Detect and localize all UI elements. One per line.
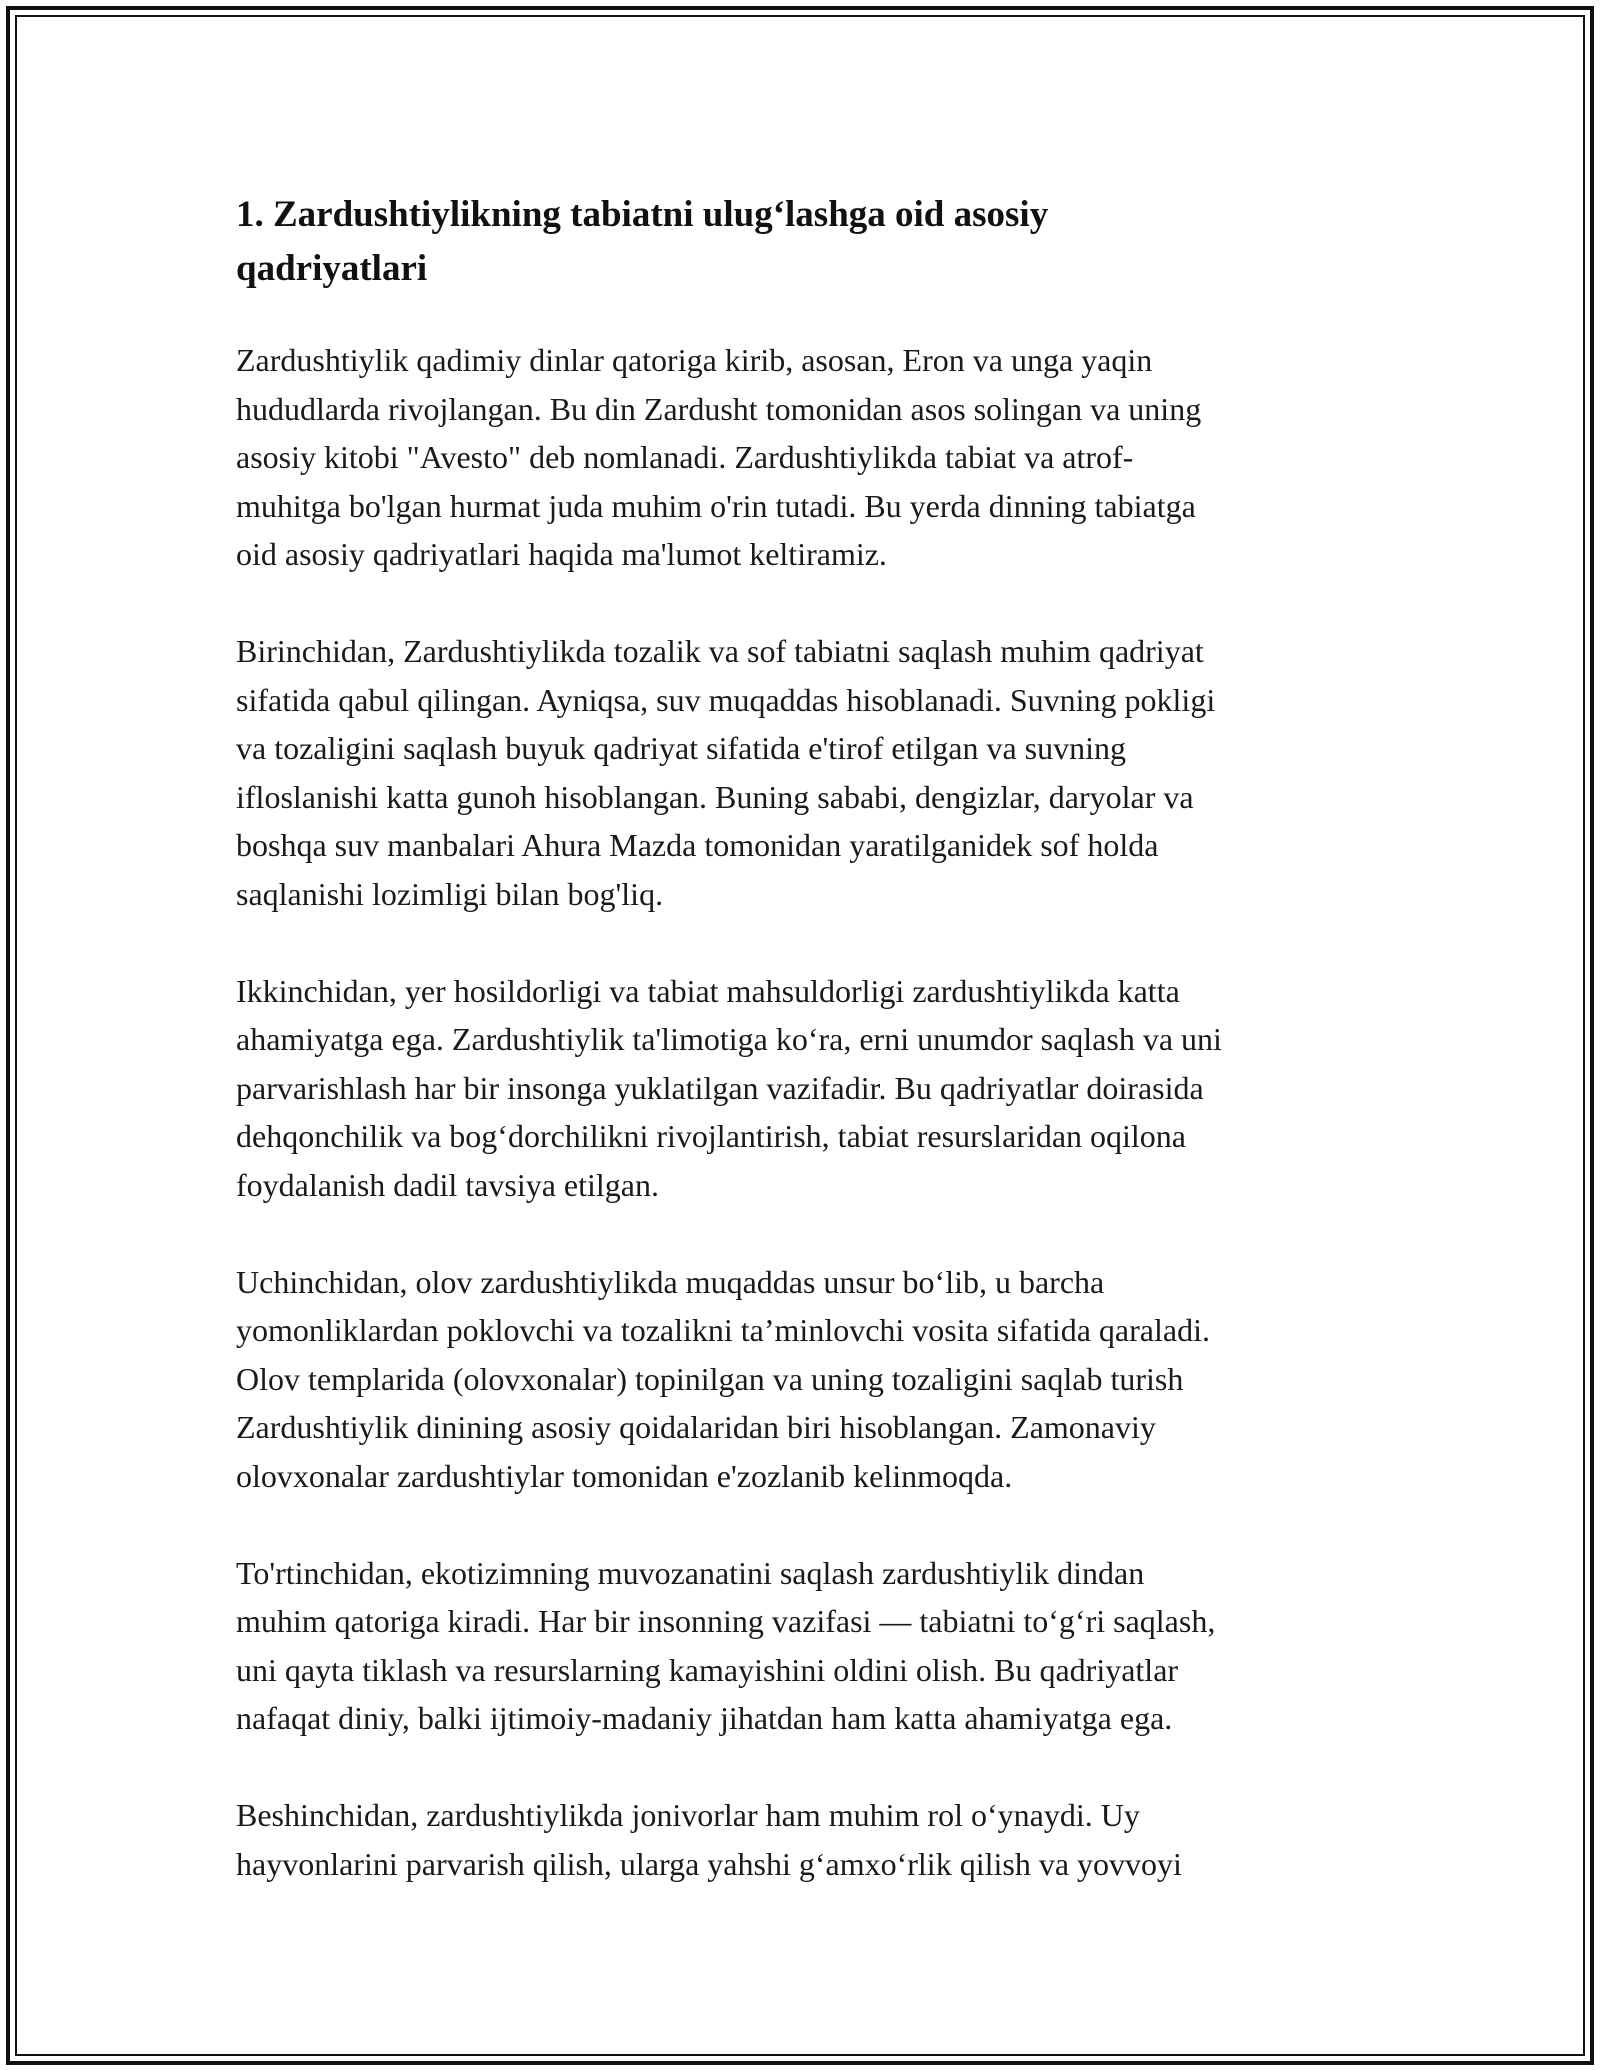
text-line: dehqonchilik va bog‘dorchilikni rivojlantirish, tabiat resurslaridan oqilona [236, 1118, 1186, 1154]
text-line: olovxonalar zardushtiylar tomonidan e'zozlanib kelinmoqda. [236, 1457, 1013, 1494]
text-line: Zardushtiylik dinining asosiy qoidalaridan biri hisoblangan. Zamonaviy [236, 1409, 1156, 1445]
text-line: yomonliklardan poklovchi va tozalikni ta’minlovchi vosita sifatida qaraladi. [236, 1312, 1210, 1348]
text-line: uni qayta tiklash va resurslarning kamayishini oldini olish. Bu qadriyatlar [236, 1651, 1179, 1688]
text-line: Ikkinchidan, yer hosildorligi va tabiat mahsuldorligi zardushtiylikda katta [236, 972, 1180, 1009]
text-line: nafaqat diniy, balki ijtimoiy-madaniy jihatdan ham katta ahamiyatga ega. [236, 1700, 1173, 1736]
title-line: 1. Zardushtiylikning tabiatni ulug‘lashga oid asosiy [236, 194, 1049, 235]
text-line: Birinchidan, Zardushtiylikda tozalik va sof tabiatni saqlash muhim qadriyat [236, 633, 1204, 669]
paragraph-third [236, 1258, 1366, 1501]
paragraph-fourth [236, 1549, 1366, 1743]
text-line: Olov templarida (olovxonalar) topinilgan va uning tozaligini saqlab turish [236, 1360, 1184, 1397]
text-line: sifatida qabul qilingan. Ayniqsa, suv muqaddas hisoblanadi. Suvning pokligi [236, 681, 1216, 718]
paragraph-intro [236, 336, 1366, 579]
document-body [236, 188, 1366, 1888]
paragraph-fifth [236, 1791, 1366, 1888]
paragraph-first [236, 627, 1366, 918]
title-line: qadriyatlari [236, 248, 428, 289]
text-line: hududlarda rivojlangan. Bu din Zardusht tomonidan asos solingan va uning [236, 390, 1202, 427]
text-line: saqlanishi lozimligi bilan bog'liq. [236, 875, 664, 912]
text-line: parvarishlash har bir insonga yuklatilgan vazifadir. Bu qadriyatlar doirasida [236, 1069, 1204, 1106]
text-line: oid asosiy qadriyatlari haqida ma'lumot keltiramiz. [236, 536, 887, 572]
text-line: asosiy kitobi "Avesto" deb nomlanadi. Zardushtiylikda tabiat va atrof- [236, 439, 1134, 475]
text-line: To'rtinchidan, ekotizimning muvozanatini saqlash zardushtiylik dindan [236, 1554, 1145, 1591]
text-line: foydalanish dadil tavsiya etilgan. [236, 1166, 659, 1203]
text-line: Uchinchidan, olov zardushtiylikda muqaddas unsur bo‘lib, u barcha [236, 1263, 1105, 1300]
text-line: Zardushtiylik qadimiy dinlar qatoriga kirib, asosan, Eron va unga yaqin [236, 342, 1153, 378]
text-line: ifloslanishi katta gunoh hisoblangan. Buning sababi, dengizlar, daryolar va [236, 778, 1194, 815]
text-line: Beshinchidan, zardushtiylikda jonivorlar ham muhim rol o‘ynaydi. Uy [236, 1797, 1140, 1833]
text-line: ahamiyatga ega. Zardushtiylik ta'limotiga ko‘ra, erni unumdor saqlash va uni [236, 1021, 1222, 1057]
section-title [236, 188, 1366, 296]
text-line: va tozaligini saqlash buyuk qadriyat sifatida e'tirof etilgan va suvning [236, 730, 1126, 766]
paragraph-second [236, 967, 1366, 1210]
text-line: muhim qatoriga kiradi. Har bir insonning vazifasi — tabiatni to‘g‘ri saqlash, [236, 1603, 1216, 1639]
text-line: hayvonlarini parvarish qilish, ularga yahshi g‘amxo‘rlik qilish va yovvoyi [236, 1845, 1182, 1882]
text-line: boshqa suv manbalari Ahura Mazda tomonidan yaratilganidek sof holda [236, 827, 1159, 863]
text-line: muhitga bo'lgan hurmat juda muhim o'rin tutadi. Bu yerda dinning tabiatga [236, 487, 1196, 524]
